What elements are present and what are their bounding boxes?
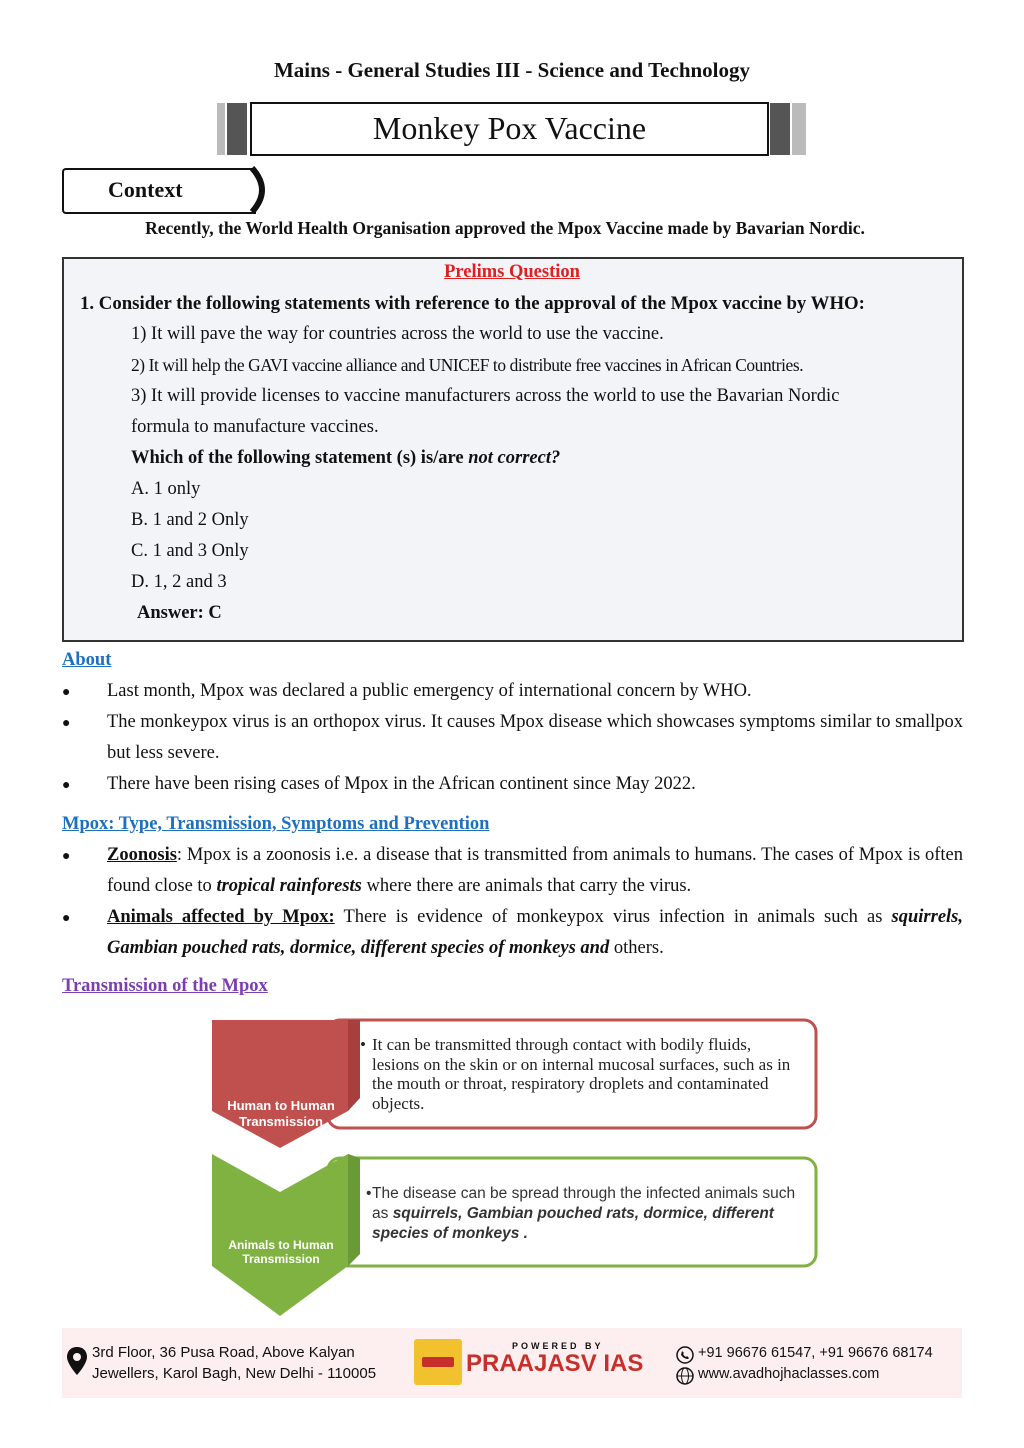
statement-3-cont: formula to manufacture vaccines. <box>131 417 379 437</box>
animals-paragraph: Animals affected by Mpox: There is evidence of monkeypox virus infection in animals such as squirrels, Gambian pouched rats, dormice, different species of monkeys and others. <box>107 907 963 958</box>
title-decoration-left <box>217 103 247 155</box>
context-tab-arc <box>250 166 274 214</box>
context-label: Context <box>108 177 183 202</box>
context-text: Recently, the World Health Organisation approved the Mpox Vaccine made by Bavarian Nordic. <box>145 218 865 238</box>
about-bullet-1: Last month, Mpox was declared a public emergency of international concern by WHO. <box>107 681 752 701</box>
brand-name: PRAAJASV IAS <box>466 1350 644 1377</box>
mpox-heading: Mpox: Type, Transmission, Symptoms and Prevention <box>62 814 490 834</box>
option-d: D. 1, 2 and 3 <box>131 572 227 592</box>
footer-phone[interactable]: +91 96676 61547, +91 96676 68174 <box>698 1345 933 1361</box>
transmission-heading: Transmission of the Mpox <box>62 976 268 996</box>
globe-icon <box>676 1367 694 1385</box>
zoonosis-paragraph: Zoonosis: Mpox is a zoonosis i.e. a disease that is transmitted from animals to humans. The cases of Mpox is often found close to tropical rainforests where there are animals that carry the virus. <box>107 845 963 896</box>
title-decoration-right <box>770 103 806 155</box>
human-transmission-text: • It can be transmitted through contact with bodily fluids, lesions on the skin or on internal mucosal surfaces, such as in the mouth or throat, respiratory droplets and contaminated objects. <box>360 1035 791 1113</box>
bullet-icon: ● <box>62 685 71 700</box>
option-c: C. 1 and 3 Only <box>131 541 249 561</box>
bullet-icon: ● <box>62 849 71 864</box>
statement-2: 2) It will help the GAVI vaccine alliance and UNICEF to distribute free vaccines in African Countries. <box>131 355 804 375</box>
subject-header: Mains - General Studies III - Science and Technology <box>273 58 751 82</box>
animal-transmission-text: • The disease can be spread through the infected animals such as squirrels, Gambian pouched rats, dormice, different species of monkeys . <box>366 1185 796 1242</box>
prelims-heading: Prelims Question <box>444 262 580 282</box>
about-heading: About <box>62 650 112 670</box>
prelims-question: 1. Consider the following statements with reference to the approval of the Mpox vaccine by WHO: <box>80 293 865 314</box>
bullet-icon: ● <box>62 778 71 793</box>
logo <box>414 1339 462 1385</box>
powered-by: POWERED BY <box>512 1341 604 1351</box>
statement-1: 1) It will pave the way for countries across the world to use the vaccine. <box>131 324 664 344</box>
animal-chevron <box>212 1154 348 1316</box>
option-b: B. 1 and 2 Only <box>131 510 249 530</box>
page-title: Monkey Pox Vaccine <box>250 102 769 156</box>
answer: Answer: C <box>137 603 222 623</box>
bullet-icon: ● <box>62 911 71 926</box>
about-bullet-2: The monkeypox virus is an orthopox virus. It causes Mpox disease which showcases symptoms similar to smallpox but less severe. <box>107 712 963 763</box>
human-chevron-label: Human to Human Transmission <box>227 1098 335 1129</box>
question-ask: Which of the following statement (s) is/are not correct? <box>131 448 561 468</box>
about-bullet-3: There have been rising cases of Mpox in the African continent since May 2022. <box>107 774 696 794</box>
location-pin-icon <box>66 1346 88 1376</box>
footer-website[interactable]: www.avadhojhaclasses.com <box>698 1366 880 1382</box>
bullet-icon: ● <box>62 716 71 731</box>
animal-chevron-label: Animals to Human Transmission <box>228 1238 334 1266</box>
option-a: A. 1 only <box>131 479 201 499</box>
statement-3: 3) It will provide licenses to vaccine manufacturers across the world to use the Bavarian Nordic <box>131 386 840 406</box>
footer-address: 3rd Floor, 36 Pusa Road, Above Kalyan Jewellers, Karol Bagh, New Delhi - 110005 <box>92 1344 377 1382</box>
phone-icon <box>676 1346 694 1364</box>
